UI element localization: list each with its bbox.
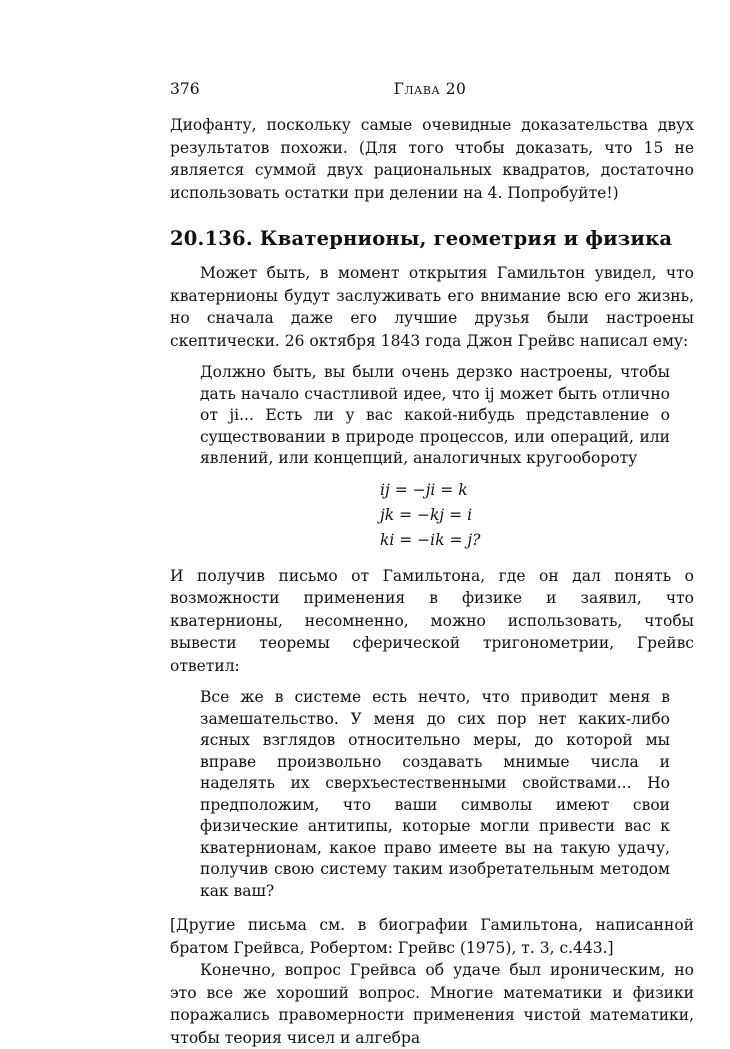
equation-jk: jk = −kj = i — [380, 505, 473, 524]
paragraph-reply: И получив письмо от Гамильтона, где он дал понять о возможности применения в физике и заявил, что кватернионы, несомненно, можно использовать, чтобы вывести теоремы сферической тригонометрии, Грейвс ответил: — [170, 566, 694, 675]
paragraph-conclusion: Конечно, вопрос Грейвса об удаче был ироническим, но это все же хороший вопрос. Многие математики и физики поражались правомерности применения чистой математики, чтобы теория чисел и алгебра — [170, 961, 694, 1047]
page-body — [170, 114, 694, 1049]
chapter-title: Глава 20 — [393, 80, 467, 98]
paragraph-intro: Может быть, в момент открытия Гамильтон увидел, что кватернионы будут заслуживать его внимание всю его жизнь, но сначала даже его лучшие друзья были настроены скептически. 26 октября 1843 года Джон Грейвс написал ему: — [170, 264, 694, 350]
quote-text: Должно быть, вы были очень дерзко настроены, чтобы дать начало счастливой идее, что ij может быть отлично от ji... Есть ли у вас какой-нибудь представление о существовании в природе процессов, или операций, или явлений, или концепций, аналогичных кругообороту — [200, 363, 670, 467]
section-heading: 20.136. Кватернионы, геометрия и физика — [170, 227, 673, 250]
paragraph-citation: [Другие письма см. в биографии Гамильтона, написанной братом Грейвса, Робертом: Грейвс (1975), т. 3, с.443.] — [170, 916, 694, 957]
block-quote-graves-1 — [200, 362, 670, 553]
block-quote-graves-2 — [200, 687, 670, 902]
running-header — [170, 80, 690, 100]
equation-ki: ki = −ik = j? — [380, 530, 481, 549]
paragraph-continued: Диофанту, поскольку самые очевидные доказательства двух результатов похожи. (Для того чтобы доказать, что 15 не является суммой двух рациональных квадратов, достаточно использовать остатки при делении на 4. Попробуйте!) — [170, 116, 694, 202]
page-number: 376 — [170, 80, 200, 98]
equation-block — [200, 478, 500, 553]
equation-ij: ij = −ji = k — [380, 480, 468, 499]
quote-text: Все же в системе есть нечто, что приводит меня в замешательство. У меня до сих пор нет каких-либо ясных взглядов относительно меры, до которой мы вправе произвольно создавать мнимые числа и наделять их сверхъестественными свойствами... Но предположим, что ваши символы имеют свои физические антитипы, которые могли привести вас к кватернионам, какое право имеете вы на такую удачу, получив свою систему таким изобретательным методом как ваш? — [200, 688, 670, 900]
